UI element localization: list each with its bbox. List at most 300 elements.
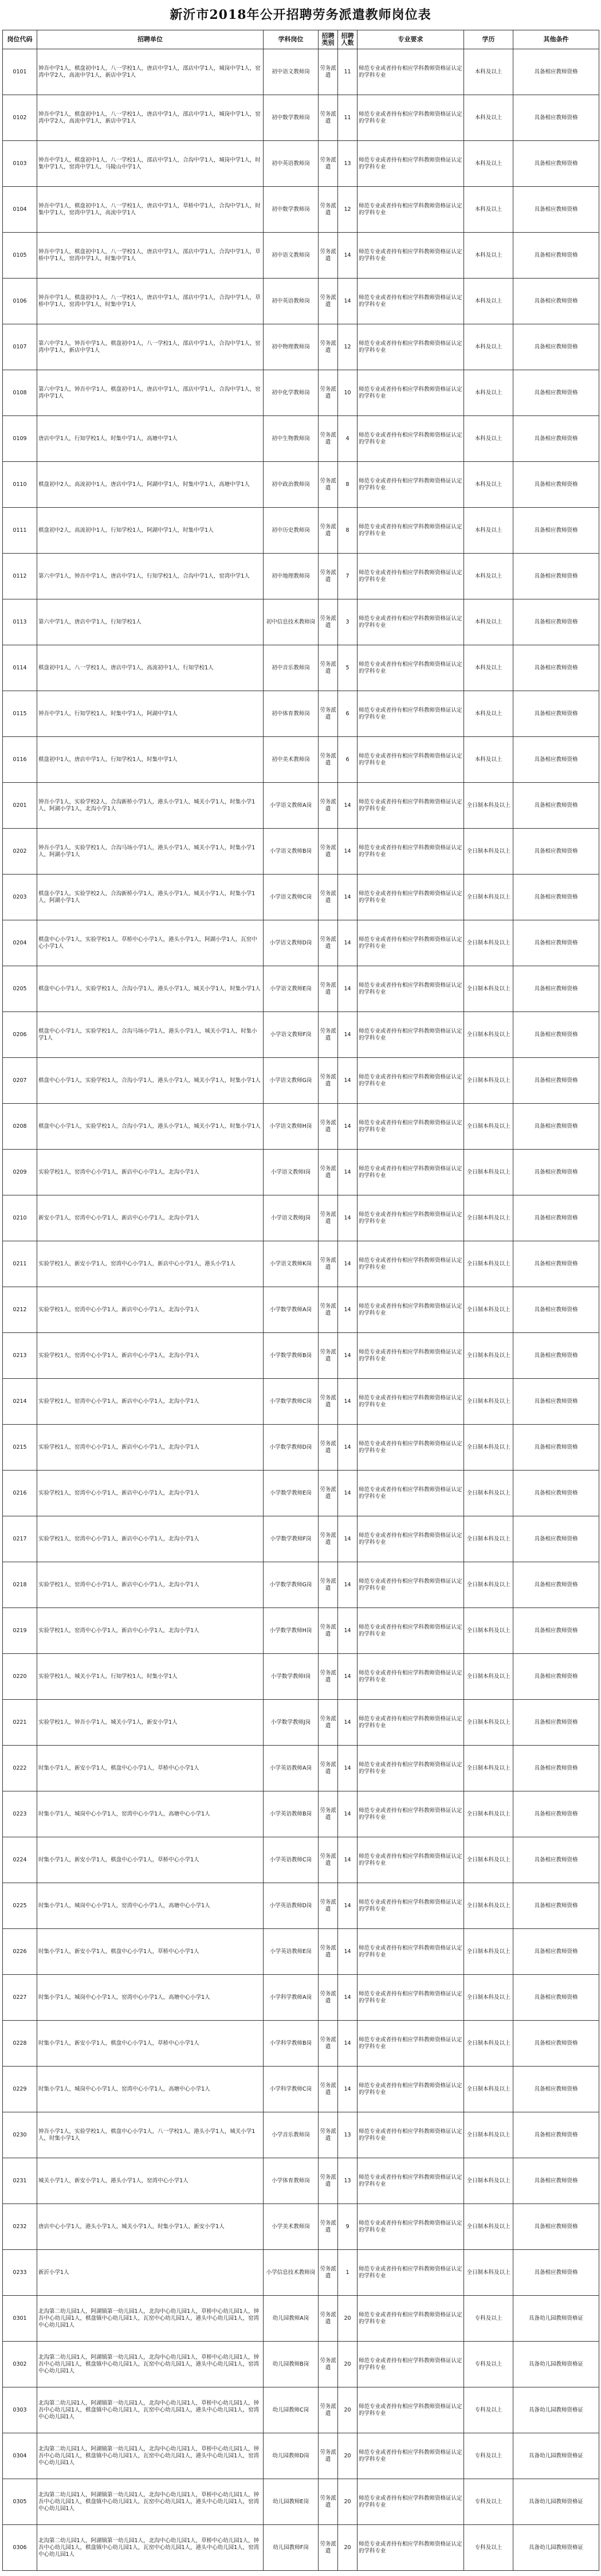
table-row xyxy=(3,2525,599,2571)
cell-count: 14 xyxy=(338,1883,358,1929)
cell-count: 7 xyxy=(338,554,358,599)
cell-category: 劳务派遣 xyxy=(319,324,338,370)
cell-code: 0216 xyxy=(3,1471,37,1516)
cell-major: 师范专业或者持有相应学科教师资格证认定的学科专业 xyxy=(358,1654,464,1700)
cell-edu: 全日制本科及以上 xyxy=(464,1562,513,1608)
cell-major: 师范专业或者持有相应学科教师资格证认定的学科专业 xyxy=(358,1150,464,1195)
cell-subject: 幼儿园教师B岗 xyxy=(264,2342,319,2387)
cell-unit: 实验学校1人，新安小学1人，窑湾中心小学1人，新店中心小学1人，港头小学1人 xyxy=(37,1241,264,1287)
cell-other: 具备相应教师资格 xyxy=(513,1333,599,1379)
cell-unit: 棋盘中心小学1人，实验学校1人，合沟小学1人，港头小学1人，城关小学1人，时集小学1人 xyxy=(37,1104,264,1150)
cell-subject: 小学科学教师B岗 xyxy=(264,2021,319,2067)
cell-edu: 全日制本科及以上 xyxy=(464,1104,513,1150)
table-row xyxy=(3,95,599,141)
cell-count: 14 xyxy=(338,1837,358,1883)
cell-count: 11 xyxy=(338,95,358,141)
cell-other: 具备相应教师资格 xyxy=(513,2021,599,2067)
cell-major: 师范专业或者持有相应学科教师资格证认定的学科专业 xyxy=(358,1746,464,1791)
cell-count: 14 xyxy=(338,1241,358,1287)
cell-subject: 小学数学教师H岗 xyxy=(264,1608,319,1654)
cell-major: 师范专业或者持有相应学科教师资格证认定的学科专业 xyxy=(358,416,464,462)
cell-code: 0222 xyxy=(3,1746,37,1791)
cell-subject: 初中数学教师岗 xyxy=(264,187,319,233)
cell-other: 具备幼儿园教师资格证 xyxy=(513,2525,599,2571)
table-row xyxy=(3,2387,599,2433)
cell-major: 师范专业或者持有相应学科教师资格证认定的学科专业 xyxy=(358,1379,464,1425)
cell-major: 师范专业或者持有相应学科教师资格证认定的学科专业 xyxy=(358,187,464,233)
cell-code: 0204 xyxy=(3,920,37,966)
cell-unit: 实验学校1人，窑湾中心小学1人，新店中心小学1人，北沟小学1人 xyxy=(37,1471,264,1516)
cell-edu: 全日制本科及以上 xyxy=(464,1700,513,1746)
cell-unit: 时集小学1人，新安小学1人，棋盘中心小学1人，草桥中心小学1人 xyxy=(37,1837,264,1883)
cell-subject: 小学语文教师K岗 xyxy=(264,1241,319,1287)
cell-code: 0105 xyxy=(3,233,37,279)
table-row xyxy=(3,1471,599,1516)
header-unit: 招聘单位 xyxy=(37,30,264,49)
cell-code: 0202 xyxy=(3,829,37,875)
table-row xyxy=(3,737,599,783)
cell-category: 劳务派遣 xyxy=(319,737,338,783)
cell-unit: 新沂小学1人 xyxy=(37,2250,264,2296)
table-row xyxy=(3,1700,599,1746)
cell-major: 师范专业或者持有相应学科教师资格证认定的学科专业 xyxy=(358,1058,464,1104)
cell-edu: 本科及以上 xyxy=(464,737,513,783)
cell-edu: 全日制本科及以上 xyxy=(464,1012,513,1058)
cell-edu: 全日制本科及以上 xyxy=(464,920,513,966)
cell-other: 具备相应教师资格 xyxy=(513,1700,599,1746)
cell-count: 14 xyxy=(338,279,358,324)
cell-count: 14 xyxy=(338,1746,358,1791)
cell-code: 0209 xyxy=(3,1150,37,1195)
cell-major: 师范专业或者持有相应学科教师资格证认定的学科专业 xyxy=(358,2296,464,2342)
cell-unit: 北沟第二幼儿园1人，阿湖镇第一幼儿园1人，北沟中心幼儿园1人，草桥中心幼儿园1人，钟吾中心幼儿园1人，棋盘镇中心幼儿园1人，瓦窑中心幼儿园1人，港头中心幼儿园1人，窑湾中心幼儿园1人 xyxy=(37,2342,264,2387)
cell-subject: 初中地理教师岗 xyxy=(264,554,319,599)
cell-category: 劳务派遣 xyxy=(319,1012,338,1058)
cell-major: 师范专业或者持有相应学科教师资格证认定的学科专业 xyxy=(358,49,464,95)
cell-count: 20 xyxy=(338,2479,358,2525)
cell-major: 师范专业或者持有相应学科教师资格证认定的学科专业 xyxy=(358,1195,464,1241)
cell-code: 0303 xyxy=(3,2387,37,2433)
cell-count: 20 xyxy=(338,2296,358,2342)
cell-category: 劳务派遣 xyxy=(319,1975,338,2021)
cell-unit: 实验学校1人，钟吾小学1人，城关小学1人，新安小学1人 xyxy=(37,1700,264,1746)
table-row xyxy=(3,875,599,920)
table-row xyxy=(3,691,599,737)
cell-count: 20 xyxy=(338,2342,358,2387)
cell-count: 14 xyxy=(338,1012,358,1058)
cell-code: 0113 xyxy=(3,599,37,645)
cell-major: 师范专业或者持有相应学科教师资格证认定的学科专业 xyxy=(358,554,464,599)
cell-other: 具备相应教师资格 xyxy=(513,1791,599,1837)
cell-count: 20 xyxy=(338,2525,358,2571)
cell-unit: 钟吾中学1人，行知学校1人，时集中学1人，阿湖中学1人 xyxy=(37,691,264,737)
cell-major: 师范专业或者持有相应学科教师资格证认定的学科专业 xyxy=(358,2112,464,2158)
cell-unit: 时集小学1人，城岗中心小学1人，窑湾中心小学1人，高塘中心小学1人 xyxy=(37,1883,264,1929)
cell-unit: 时集小学1人，城岗中心小学1人，窑湾中心小学1人，高塘中心小学1人 xyxy=(37,1791,264,1837)
cell-edu: 本科及以上 xyxy=(464,95,513,141)
cell-unit: 棋盘小学1人，实验学校2人，合沟新桥小学1人，港头小学1人，城关小学1人，时集小学1人，阿湖小学1人 xyxy=(37,875,264,920)
cell-subject: 小学英语教师A岗 xyxy=(264,1746,319,1791)
cell-unit: 实验学校1人，窑湾中心小学1人，新店中心小学1人，北沟小学1人 xyxy=(37,1562,264,1608)
cell-count: 8 xyxy=(338,462,358,508)
cell-unit: 实验学校1人，窑湾中心小学1人，新店中心小学1人，北沟小学1人 xyxy=(37,1333,264,1379)
cell-category: 劳务派遣 xyxy=(319,1929,338,1975)
table-row xyxy=(3,920,599,966)
cell-subject: 小学音乐教师岗 xyxy=(264,2112,319,2158)
cell-category: 劳务派遣 xyxy=(319,1287,338,1333)
cell-code: 0228 xyxy=(3,2021,37,2067)
cell-count: 6 xyxy=(338,737,358,783)
cell-other: 具备相应教师资格 xyxy=(513,1516,599,1562)
cell-major: 师范专业或者持有相应学科教师资格证认定的学科专业 xyxy=(358,1241,464,1287)
table-row xyxy=(3,187,599,233)
cell-count: 14 xyxy=(338,1608,358,1654)
cell-count: 13 xyxy=(338,2158,358,2204)
cell-unit: 时集小学1人，城岗中心小学1人，窑湾中心小学1人，高塘中心小学1人 xyxy=(37,1975,264,2021)
cell-other: 具备相应教师资格 xyxy=(513,508,599,554)
cell-subject: 初中语文教师岗 xyxy=(264,233,319,279)
cell-code: 0103 xyxy=(3,141,37,187)
cell-edu: 专科及以上 xyxy=(464,2479,513,2525)
table-row xyxy=(3,1287,599,1333)
cell-other: 具备相应教师资格 xyxy=(513,1287,599,1333)
cell-code: 0106 xyxy=(3,279,37,324)
cell-other: 具备相应教师资格 xyxy=(513,1379,599,1425)
cell-category: 劳务派遣 xyxy=(319,920,338,966)
cell-subject: 小学语文教师G岗 xyxy=(264,1058,319,1104)
table-row xyxy=(3,2112,599,2158)
cell-code: 0220 xyxy=(3,1654,37,1700)
cell-edu: 全日制本科及以上 xyxy=(464,875,513,920)
cell-unit: 棋盘初中2人，高流初中1人，行知学校1人，阿湖中学1人，时集中学1人 xyxy=(37,508,264,554)
cell-other: 具备相应教师资格 xyxy=(513,554,599,599)
cell-count: 14 xyxy=(338,1975,358,2021)
cell-edu: 全日制本科及以上 xyxy=(464,2158,513,2204)
table-row xyxy=(3,2342,599,2387)
cell-subject: 小学语文教师B岗 xyxy=(264,829,319,875)
cell-other: 具备相应教师资格 xyxy=(513,95,599,141)
table-row xyxy=(3,1608,599,1654)
cell-unit: 北沟第二幼儿园1人，阿湖镇第一幼儿园1人，北沟中心幼儿园1人，草桥中心幼儿园1人，钟吾中心幼儿园1人，棋盘镇中心幼儿园1人，瓦窑中心幼儿园1人，港头中心幼儿园1人，窑湾中心幼儿园1人 xyxy=(37,2479,264,2525)
cell-count: 14 xyxy=(338,1929,358,1975)
cell-code: 0205 xyxy=(3,966,37,1012)
cell-subject: 小学数学教师F岗 xyxy=(264,1516,319,1562)
cell-unit: 新安小学1人，窑湾中心小学1人，新店中心小学1人，北沟小学1人 xyxy=(37,1195,264,1241)
cell-count: 14 xyxy=(338,1104,358,1150)
table-row xyxy=(3,1929,599,1975)
cell-unit: 实验学校1人，窑湾中心小学1人，新店中心小学1人，北沟小学1人 xyxy=(37,1150,264,1195)
cell-unit: 钟吾中学1人，棋盘初中1人，八一学校1人，唐店中学1人，邵店中学1人，城岗中学1人，窑湾中学2人，高流中学1人，新店中学1人 xyxy=(37,95,264,141)
cell-other: 具备相应教师资格 xyxy=(513,462,599,508)
cell-code: 0223 xyxy=(3,1791,37,1837)
table-row xyxy=(3,1104,599,1150)
cell-count: 14 xyxy=(338,1150,358,1195)
table-row xyxy=(3,1379,599,1425)
header-category: 招聘类别 xyxy=(319,30,338,49)
cell-unit: 钟吾小学1人，实验学校1人，合沟马场小学1人，港头小学1人，城关小学1人，时集小学1人，阿湖小学1人 xyxy=(37,829,264,875)
cell-edu: 全日制本科及以上 xyxy=(464,1287,513,1333)
cell-category: 劳务派遣 xyxy=(319,233,338,279)
table-row xyxy=(3,1241,599,1287)
cell-edu: 全日制本科及以上 xyxy=(464,1883,513,1929)
cell-other: 具备相应教师资格 xyxy=(513,1425,599,1471)
cell-major: 师范专业或者持有相应学科教师资格证认定的学科专业 xyxy=(358,2250,464,2296)
cell-count: 14 xyxy=(338,233,358,279)
cell-code: 0226 xyxy=(3,1929,37,1975)
cell-other: 具备相应教师资格 xyxy=(513,1104,599,1150)
table-row xyxy=(3,1654,599,1700)
cell-code: 0301 xyxy=(3,2296,37,2342)
cell-edu: 本科及以上 xyxy=(464,324,513,370)
cell-code: 0201 xyxy=(3,783,37,829)
cell-unit: 唐店中学1人，行知学校1人，时集中学1人，高塘中学1人 xyxy=(37,416,264,462)
cell-code: 0112 xyxy=(3,554,37,599)
cell-other: 具备相应教师资格 xyxy=(513,737,599,783)
cell-other: 具备相应教师资格 xyxy=(513,1654,599,1700)
cell-category: 劳务派遣 xyxy=(319,2433,338,2479)
cell-code: 0215 xyxy=(3,1425,37,1471)
cell-subject: 小学数学教师A岗 xyxy=(264,1287,319,1333)
cell-category: 劳务派遣 xyxy=(319,645,338,691)
cell-code: 0225 xyxy=(3,1883,37,1929)
cell-other: 具备相应教师资格 xyxy=(513,2067,599,2112)
cell-category: 劳务派遣 xyxy=(319,2067,338,2112)
cell-category: 劳务派遣 xyxy=(319,1516,338,1562)
cell-count: 14 xyxy=(338,2067,358,2112)
cell-unit: 棋盘初中1人，八一学校1人，唐店中学1人，高流初中1人，行知学校1人 xyxy=(37,645,264,691)
cell-category: 劳务派遣 xyxy=(319,1654,338,1700)
cell-edu: 全日制本科及以上 xyxy=(464,1654,513,1700)
cell-unit: 棋盘中心小学1人，实验学校1人，合沟马场小学1人，港头小学1人，城关小学1人，时集小学1人 xyxy=(37,1012,264,1058)
cell-subject: 小学英语教师B岗 xyxy=(264,1791,319,1837)
cell-subject: 小学语文教师D岗 xyxy=(264,920,319,966)
table-row xyxy=(3,370,599,416)
table-row xyxy=(3,2158,599,2204)
cell-major: 师范专业或者持有相应学科教师资格证认定的学科专业 xyxy=(358,1012,464,1058)
cell-count: 14 xyxy=(338,875,358,920)
cell-unit: 棋盘初中2人，高流初中1人，唐店中学1人，阿湖中学1人，时集中学1人，高塘中学1人 xyxy=(37,462,264,508)
cell-code: 0214 xyxy=(3,1379,37,1425)
cell-subject: 初中生物教师岗 xyxy=(264,416,319,462)
header-edu: 学历 xyxy=(464,30,513,49)
cell-major: 师范专业或者持有相应学科教师资格证认定的学科专业 xyxy=(358,875,464,920)
cell-code: 0208 xyxy=(3,1104,37,1150)
cell-subject: 幼儿园教师A岗 xyxy=(264,2296,319,2342)
cell-edu: 本科及以上 xyxy=(464,554,513,599)
cell-count: 20 xyxy=(338,2387,358,2433)
table-row xyxy=(3,141,599,187)
header-major: 专业要求 xyxy=(358,30,464,49)
table-row xyxy=(3,1195,599,1241)
cell-count: 1 xyxy=(338,2250,358,2296)
cell-edu: 专科及以上 xyxy=(464,2296,513,2342)
cell-code: 0213 xyxy=(3,1333,37,1379)
cell-category: 劳务派遣 xyxy=(319,141,338,187)
table-row xyxy=(3,1012,599,1058)
cell-subject: 初中信息技术教师岗 xyxy=(264,599,319,645)
cell-edu: 全日制本科及以上 xyxy=(464,1516,513,1562)
cell-unit: 钟吾中学1人，棋盘初中1人，八一学校1人，唐店中学1人，邵店中学1人，城岗中学1人，窑湾中学2人，高流中学1人，新店中学1人 xyxy=(37,49,264,95)
cell-count: 14 xyxy=(338,1471,358,1516)
cell-category: 劳务派遣 xyxy=(319,187,338,233)
cell-count: 14 xyxy=(338,1195,358,1241)
cell-major: 师范专业或者持有相应学科教师资格证认定的学科专业 xyxy=(358,2433,464,2479)
cell-major: 师范专业或者持有相应学科教师资格证认定的学科专业 xyxy=(358,141,464,187)
cell-category: 劳务派遣 xyxy=(319,875,338,920)
cell-subject: 初中美术教师岗 xyxy=(264,737,319,783)
cell-other: 具备相应教师资格 xyxy=(513,233,599,279)
cell-major: 师范专业或者持有相应学科教师资格证认定的学科专业 xyxy=(358,233,464,279)
cell-subject: 初中英语教师岗 xyxy=(264,141,319,187)
table-row xyxy=(3,1516,599,1562)
cell-count: 9 xyxy=(338,2204,358,2250)
cell-unit: 实验学校1人，窑湾中心小学1人，新店中心小学1人，北沟小学1人 xyxy=(37,1425,264,1471)
cell-category: 劳务派遣 xyxy=(319,1700,338,1746)
cell-code: 0102 xyxy=(3,95,37,141)
table-row xyxy=(3,1837,599,1883)
cell-subject: 小学科学教师A岗 xyxy=(264,1975,319,2021)
cell-other: 具备相应教师资格 xyxy=(513,783,599,829)
cell-category: 劳务派遣 xyxy=(319,1471,338,1516)
cell-category: 劳务派遣 xyxy=(319,1883,338,1929)
table-row xyxy=(3,508,599,554)
table-row xyxy=(3,1150,599,1195)
cell-code: 0101 xyxy=(3,49,37,95)
cell-major: 师范专业或者持有相应学科教师资格证认定的学科专业 xyxy=(358,2158,464,2204)
table-row xyxy=(3,2204,599,2250)
cell-unit: 时集小学1人，新安小学1人，棋盘中心小学1人，草桥中心小学1人 xyxy=(37,1929,264,1975)
cell-unit: 第六中学1人，钟吾中学1人，棋盘初中1人，唐店中学1人，邵店中学1人，合沟中学1人，窑湾中学1人 xyxy=(37,370,264,416)
cell-edu: 专科及以上 xyxy=(464,2342,513,2387)
cell-category: 劳务派遣 xyxy=(319,1837,338,1883)
cell-major: 师范专业或者持有相应学科教师资格证认定的学科专业 xyxy=(358,370,464,416)
cell-subject: 小学语文教师J岗 xyxy=(264,1195,319,1241)
cell-code: 0114 xyxy=(3,645,37,691)
cell-other: 具备幼儿园教师资格证 xyxy=(513,2296,599,2342)
cell-category: 劳务派遣 xyxy=(319,1333,338,1379)
cell-code: 0107 xyxy=(3,324,37,370)
cell-code: 0116 xyxy=(3,737,37,783)
cell-category: 劳务派遣 xyxy=(319,2112,338,2158)
cell-major: 师范专业或者持有相应学科教师资格证认定的学科专业 xyxy=(358,2067,464,2112)
cell-other: 具备幼儿园教师资格证 xyxy=(513,2479,599,2525)
cell-other: 具备幼儿园教师资格证 xyxy=(513,2342,599,2387)
cell-code: 0108 xyxy=(3,370,37,416)
table-row xyxy=(3,829,599,875)
cell-edu: 全日制本科及以上 xyxy=(464,1150,513,1195)
cell-edu: 全日制本科及以上 xyxy=(464,1975,513,2021)
table-row xyxy=(3,2296,599,2342)
table-row xyxy=(3,233,599,279)
cell-category: 劳务派遣 xyxy=(319,416,338,462)
cell-edu: 全日制本科及以上 xyxy=(464,2021,513,2067)
job-table xyxy=(2,30,599,2571)
cell-other: 具备相应教师资格 xyxy=(513,875,599,920)
cell-subject: 小学英语教师C岗 xyxy=(264,1837,319,1883)
cell-code: 0306 xyxy=(3,2525,37,2571)
table-row xyxy=(3,1746,599,1791)
cell-edu: 专科及以上 xyxy=(464,2387,513,2433)
table-row xyxy=(3,645,599,691)
cell-edu: 本科及以上 xyxy=(464,645,513,691)
cell-count: 5 xyxy=(338,645,358,691)
cell-count: 14 xyxy=(338,1516,358,1562)
cell-code: 0233 xyxy=(3,2250,37,2296)
cell-major: 师范专业或者持有相应学科教师资格证认定的学科专业 xyxy=(358,966,464,1012)
table-row xyxy=(3,324,599,370)
cell-unit: 实验学校1人，窑湾中心小学1人，新店中心小学1人，北沟小学1人 xyxy=(37,1608,264,1654)
cell-unit: 实验学校1人，城关小学1人，行知学校1人，时集小学1人 xyxy=(37,1654,264,1700)
cell-major: 师范专业或者持有相应学科教师资格证认定的学科专业 xyxy=(358,1975,464,2021)
cell-major: 师范专业或者持有相应学科教师资格证认定的学科专业 xyxy=(358,462,464,508)
cell-edu: 本科及以上 xyxy=(464,462,513,508)
cell-major: 师范专业或者持有相应学科教师资格证认定的学科专业 xyxy=(358,279,464,324)
cell-subject: 初中体育教师岗 xyxy=(264,691,319,737)
cell-other: 具备相应教师资格 xyxy=(513,966,599,1012)
header-subject: 学科岗位 xyxy=(264,30,319,49)
cell-code: 0219 xyxy=(3,1608,37,1654)
table-row xyxy=(3,2479,599,2525)
table-row xyxy=(3,279,599,324)
cell-major: 师范专业或者持有相应学科教师资格证认定的学科专业 xyxy=(358,829,464,875)
cell-edu: 全日制本科及以上 xyxy=(464,1379,513,1425)
cell-code: 0229 xyxy=(3,2067,37,2112)
cell-count: 6 xyxy=(338,691,358,737)
cell-code: 0104 xyxy=(3,187,37,233)
cell-unit: 第六中学1人，钟吾中学1人，唐店中学1人，行知学校1人，合沟中学1人，窑湾中学1人 xyxy=(37,554,264,599)
cell-category: 劳务派遣 xyxy=(319,2342,338,2387)
cell-category: 劳务派遣 xyxy=(319,2387,338,2433)
cell-major: 师范专业或者持有相应学科教师资格证认定的学科专业 xyxy=(358,1791,464,1837)
cell-subject: 小学美术教师岗 xyxy=(264,2204,319,2250)
cell-category: 劳务派遣 xyxy=(319,370,338,416)
cell-count: 4 xyxy=(338,416,358,462)
cell-edu: 全日制本科及以上 xyxy=(464,1195,513,1241)
cell-category: 劳务派遣 xyxy=(319,1746,338,1791)
table-row xyxy=(3,1791,599,1837)
cell-major: 师范专业或者持有相应学科教师资格证认定的学科专业 xyxy=(358,2342,464,2387)
cell-subject: 小学英语教师E岗 xyxy=(264,1929,319,1975)
cell-count: 10 xyxy=(338,370,358,416)
cell-edu: 本科及以上 xyxy=(464,599,513,645)
cell-category: 劳务派遣 xyxy=(319,599,338,645)
cell-category: 劳务派遣 xyxy=(319,1150,338,1195)
cell-code: 0230 xyxy=(3,2112,37,2158)
cell-category: 劳务派遣 xyxy=(319,2296,338,2342)
cell-edu: 全日制本科及以上 xyxy=(464,829,513,875)
cell-unit: 钟吾中学1人，棋盘初中1人，八一学校1人，邵店中学1人，合沟中学1人，城岗中学1人，时集中学1人，窑湾中学1人，马陵山中学1人 xyxy=(37,141,264,187)
cell-category: 劳务派遣 xyxy=(319,2158,338,2204)
table-row xyxy=(3,1975,599,2021)
cell-major: 师范专业或者持有相应学科教师资格证认定的学科专业 xyxy=(358,691,464,737)
cell-other: 具备相应教师资格 xyxy=(513,1608,599,1654)
cell-code: 0302 xyxy=(3,2342,37,2387)
cell-unit: 北沟第二幼儿园1人，阿湖镇第一幼儿园1人，北沟中心幼儿园1人，草桥中心幼儿园1人，钟吾中心幼儿园1人，棋盘镇中心幼儿园1人，瓦窑中心幼儿园1人，港头中心幼儿园1人，窑湾中心幼儿园1人 xyxy=(37,2387,264,2433)
cell-count: 8 xyxy=(338,508,358,554)
cell-count: 14 xyxy=(338,2021,358,2067)
cell-subject: 幼儿园教师D岗 xyxy=(264,2433,319,2479)
cell-major: 师范专业或者持有相应学科教师资格证认定的学科专业 xyxy=(358,599,464,645)
cell-count: 14 xyxy=(338,1425,358,1471)
cell-subject: 小学语文教师C岗 xyxy=(264,875,319,920)
cell-other: 具备相应教师资格 xyxy=(513,691,599,737)
cell-category: 劳务派遣 xyxy=(319,2479,338,2525)
cell-unit: 第六中学1人，唐店中学1人，行知学校1人 xyxy=(37,599,264,645)
cell-major: 师范专业或者持有相应学科教师资格证认定的学科专业 xyxy=(358,1333,464,1379)
cell-unit: 唐店中心小学1人，港头小学1人，城关小学1人，时集小学1人，新安小学1人 xyxy=(37,2204,264,2250)
cell-subject: 初中数学教师岗 xyxy=(264,95,319,141)
cell-other: 具备相应教师资格 xyxy=(513,187,599,233)
